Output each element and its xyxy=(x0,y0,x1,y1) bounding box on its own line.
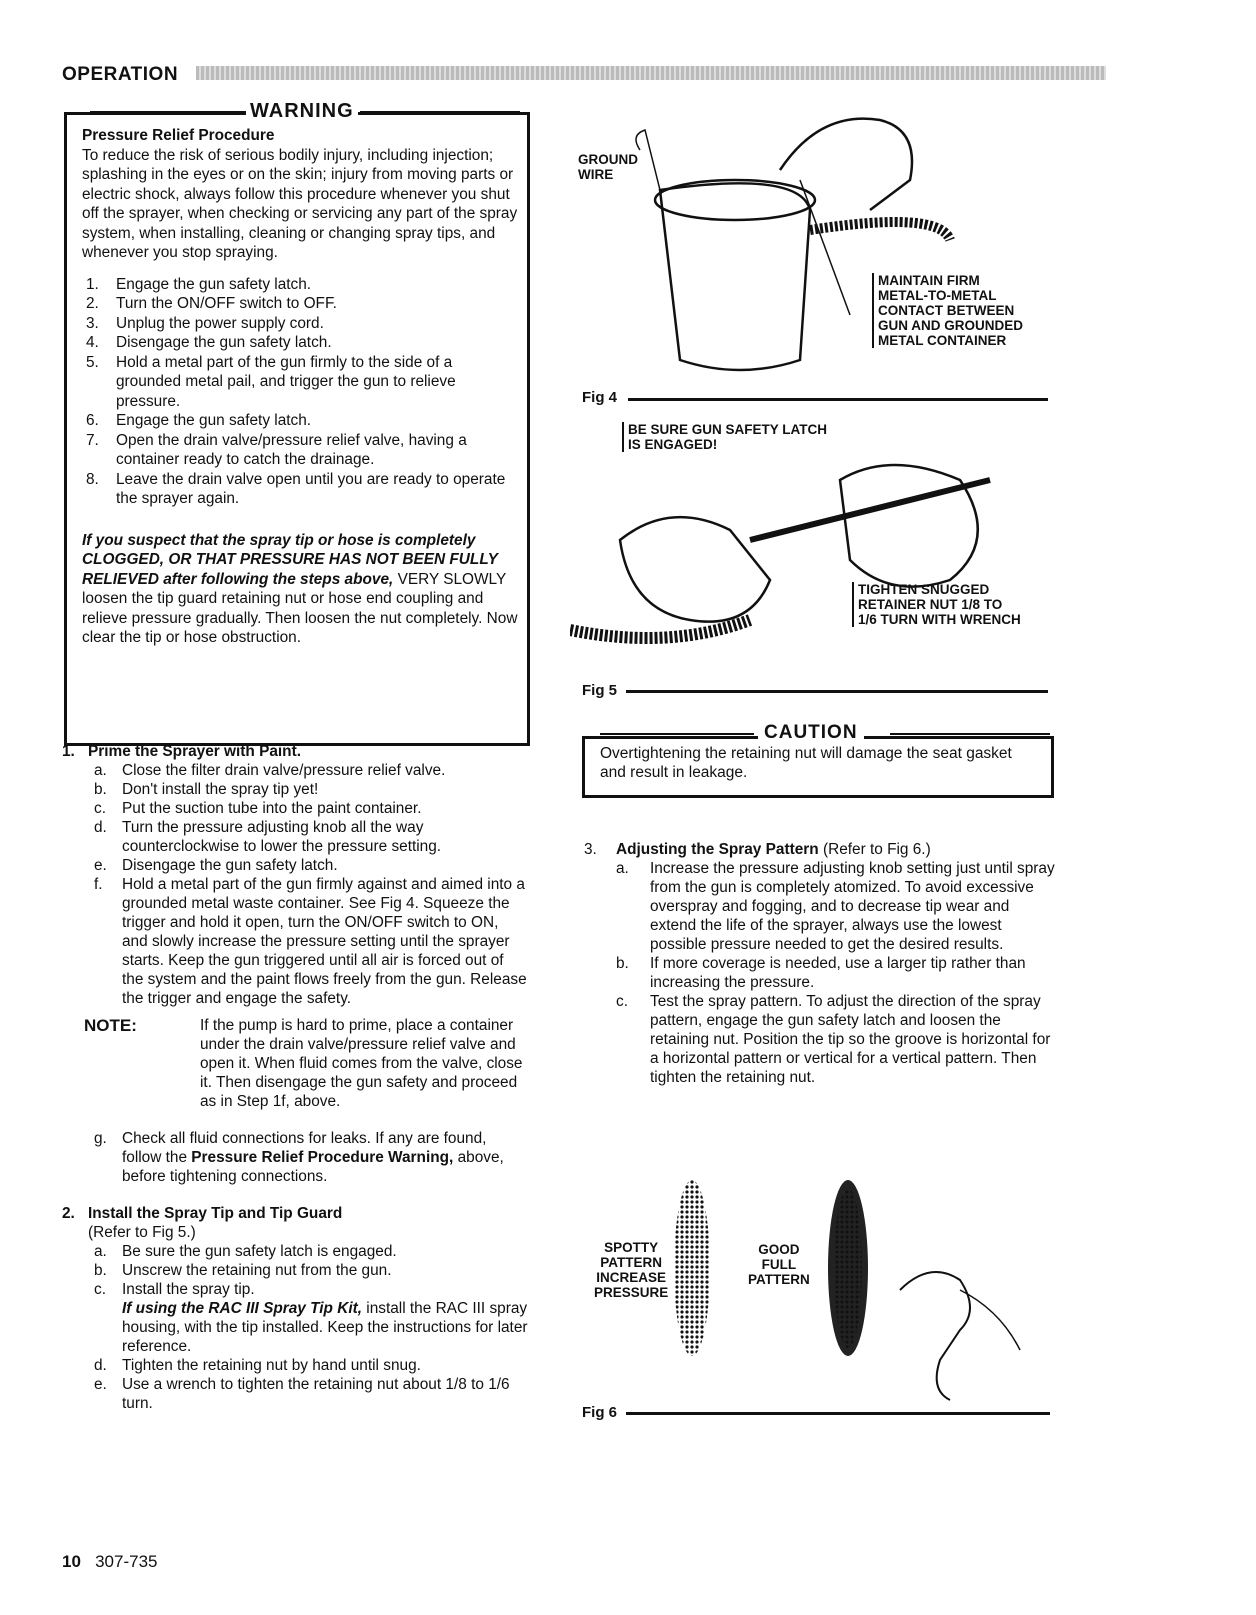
item-letter: a. xyxy=(94,762,107,779)
step-number: 2. xyxy=(62,1205,75,1222)
note-label: NOTE: xyxy=(84,1016,137,1035)
hand-gun xyxy=(900,1272,970,1400)
warning-title-text: WARNING xyxy=(246,100,358,123)
clog-italic: If you suspect that the spray tip or hose is completely CLOGGED, OR THAT PRESSURE HAS NOT BEEN FULLY RELIEVED after following the steps above, xyxy=(82,531,498,588)
clog-instructions xyxy=(82,531,518,648)
item-letter: g. xyxy=(94,1130,107,1147)
good-pattern-texture xyxy=(834,1188,862,1348)
item-text: Install the spray tip. xyxy=(122,1281,255,1298)
step-text: Engage the gun safety latch. xyxy=(116,412,312,429)
fig6-label: Fig 6 xyxy=(582,1404,618,1421)
step-number: 8. xyxy=(86,470,99,488)
warning-step xyxy=(82,333,518,353)
warning-step xyxy=(82,470,518,509)
fig4-ground-label: GROUND WIRE xyxy=(578,152,638,182)
hose xyxy=(570,620,750,638)
step-number: 1. xyxy=(62,743,75,760)
step-ref: (Refer to Fig 6.) xyxy=(818,841,931,858)
page-number: 10 xyxy=(62,1552,81,1571)
caution-title-text: CAUTION xyxy=(758,722,864,744)
item-text: Disengage the gun safety latch. xyxy=(122,857,338,874)
ground-wire xyxy=(636,130,660,190)
metal-pail xyxy=(660,183,810,370)
item-letter: b. xyxy=(94,781,107,798)
warning-title xyxy=(90,100,530,122)
list-item xyxy=(50,780,528,799)
kit-note xyxy=(50,1299,528,1356)
wrench xyxy=(750,480,990,540)
item-text: Put the suction tube into the paint container. xyxy=(122,800,422,817)
step-number: 2. xyxy=(86,295,99,312)
warning-step xyxy=(82,314,518,334)
item-letter: c. xyxy=(94,800,106,817)
list-item xyxy=(50,1129,528,1186)
caution-title xyxy=(600,722,1050,744)
item-text: Use a wrench to tighten the retaining nut about 1/8 to 1/6 turn. xyxy=(122,1376,510,1412)
item-bold: Pressure Relief Procedure Warning, xyxy=(191,1149,454,1166)
fig6-spotty-label: SPOTTY PATTERN INCREASE PRESSURE xyxy=(594,1240,669,1300)
warning-step xyxy=(82,294,518,314)
item-letter: f. xyxy=(94,876,103,893)
list-item xyxy=(50,799,528,818)
footer xyxy=(62,1552,157,1572)
item-letter: c. xyxy=(616,993,628,1010)
section-header: OPERATION xyxy=(62,64,179,85)
fig6-rule xyxy=(626,1412,1050,1415)
list-item xyxy=(572,859,1058,954)
step-number: 3. xyxy=(86,314,99,332)
step2-title xyxy=(50,1204,528,1223)
step3-title xyxy=(572,840,1058,859)
step-number: 4. xyxy=(86,334,99,351)
warning-step xyxy=(82,411,518,431)
item-letter: b. xyxy=(616,955,629,972)
fig6-good-label: GOOD FULL PATTERN xyxy=(748,1242,810,1287)
step-text: Turn the ON/OFF switch to OFF. xyxy=(116,295,337,312)
warning-step xyxy=(82,275,518,295)
fig4-label: Fig 4 xyxy=(582,389,618,406)
item-letter: b. xyxy=(94,1262,107,1279)
header-bar xyxy=(196,66,1106,80)
clog-rest: VERY SLOWLY loosen the tip guard retaining nut or hose end coupling and relieve pressure gradually. Then loosen the nut completely. Now clear the tip or hose obstruction. xyxy=(82,570,518,646)
item-letter: d. xyxy=(94,819,107,836)
fig6-illustration xyxy=(660,1180,1060,1410)
item-text: above, before tightening connections. xyxy=(122,1149,504,1185)
right-column xyxy=(572,840,1058,1087)
list-item xyxy=(50,1356,528,1375)
item-text: Test the spray pattern. To adjust the direction of the spray pattern, engage the gun safety latch and loosen the retaining nut. Position the tip so the groove is horizontal for a horizontal pattern or vertical for a vertical pattern. Then tighten the retaining nut. xyxy=(650,993,1051,1086)
fig5-label: Fig 5 xyxy=(582,682,618,699)
warning-step xyxy=(82,353,518,412)
item-letter: e. xyxy=(94,857,107,874)
list-item xyxy=(50,1280,528,1299)
step-number: 1. xyxy=(86,275,99,293)
item-text: Hold a metal part of the gun firmly against and aimed into a grounded metal waste container. See Fig 4. Squeeze the trigger and hold it open, turn the ON/OFF switch to ON, and slowly increase the pressure setting until the sprayer starts. Keep the gun triggered until all air is forced out of the system and the paint flows freely from the gun. Release the trigger and engage the safety. xyxy=(122,876,527,1007)
fig4-contact-label: MAINTAIN FIRM METAL-TO-METAL CONTACT BETWEEN GUN AND GROUNDED METAL CONTAINER xyxy=(872,273,1023,348)
step-text: Hold a metal part of the gun firmly to the side of a grounded metal pail, and trigger the gun to relieve pressure. xyxy=(116,353,456,410)
note xyxy=(50,1016,528,1111)
step-text: Disengage the gun safety latch. xyxy=(116,334,332,351)
spotty-pattern xyxy=(674,1180,710,1356)
item-letter: e. xyxy=(94,1376,107,1393)
step-number: 6. xyxy=(86,412,99,429)
step-title: Adjusting the Spray Pattern xyxy=(616,841,819,858)
fig5-rule xyxy=(626,690,1048,693)
item-text: Don't install the spray tip yet! xyxy=(122,781,319,798)
left-hand xyxy=(620,517,770,622)
step-number: 5. xyxy=(86,353,99,371)
fig5-illustration xyxy=(570,420,1040,680)
warning-steps xyxy=(82,275,518,509)
step-number: 7. xyxy=(86,431,99,449)
step-text: Engage the gun safety latch. xyxy=(116,275,312,293)
item-letter: a. xyxy=(616,860,629,877)
left-column xyxy=(50,742,528,1413)
kit-text: install the RAC III spray housing, with the tip installed. Keep the instructions for later reference. xyxy=(122,1300,528,1355)
caution-text: Overtightening the retaining nut will damage the seat gasket and result in leakage. xyxy=(600,745,1012,781)
item-text: Turn the pressure adjusting knob all the way counterclockwise to lower the pressure setting. xyxy=(122,819,442,855)
step-text: Leave the drain valve open until you are ready to operate the sprayer again. xyxy=(116,470,506,507)
step-number: 3. xyxy=(584,841,597,858)
item-letter: d. xyxy=(94,1357,107,1374)
item-text: Check all fluid connections for leaks. If any are found, follow the xyxy=(122,1130,487,1166)
warning-content xyxy=(82,126,518,648)
list-item xyxy=(50,875,528,1008)
item-text: If more coverage is needed, use a larger tip rather than increasing the pressure. xyxy=(650,955,1026,991)
doc-number: 307-735 xyxy=(95,1552,158,1571)
fig5-tighten-label: TIGHTEN SNUGGED RETAINER NUT 1/8 TO 1/6 TURN WITH WRENCH xyxy=(852,582,1021,627)
step-ref: (Refer to Fig 5.) xyxy=(88,1224,196,1241)
list-item xyxy=(50,1242,528,1261)
note-text: If the pump is hard to prime, place a container under the drain valve/pressure relief valve and open it. When fluid comes from the valve, close it. Then disengage the gun safety and proceed as in Step 1f, above. xyxy=(200,1017,523,1110)
item-text: Increase the pressure adjusting knob setting just until spray from the gun is completely atomized. To avoid excessive overspray and fogging, and to decrease tip wear and extend the life of the sprayer, always use the lowest possible pressure needed to get the desired results. xyxy=(650,860,1055,953)
item-letter: c. xyxy=(94,1281,106,1298)
warning-heading: Pressure Relief Procedure xyxy=(82,127,275,144)
right-hand xyxy=(840,465,978,587)
item-letter: a. xyxy=(94,1243,107,1260)
step2-ref xyxy=(50,1223,528,1242)
list-item xyxy=(50,761,528,780)
kit-italic: If using the RAC III Spray Tip Kit, xyxy=(122,1300,362,1317)
item-text: Be sure the gun safety latch is engaged. xyxy=(122,1243,397,1260)
step-text: Unplug the power supply cord. xyxy=(116,314,324,332)
item-text: Close the filter drain valve/pressure relief valve. xyxy=(122,762,446,779)
step-title: Install the Spray Tip and Tip Guard xyxy=(88,1205,343,1222)
pail-rim xyxy=(655,180,815,220)
list-item xyxy=(50,856,528,875)
hose xyxy=(810,222,950,240)
item-text: Unscrew the retaining nut from the gun. xyxy=(122,1262,392,1279)
step-title: Prime the Sprayer with Paint. xyxy=(88,743,301,760)
list-item xyxy=(50,818,528,856)
list-item xyxy=(572,992,1058,1087)
warning-step xyxy=(82,431,518,470)
warning-intro: To reduce the risk of serious bodily injury, including injection; splashing in the eyes or on the skin; injury from moving parts or electric shock, always follow this procedure whenever you shut off the sprayer, when checking or servicing any part of the spray system, when installing, cleaning or changing spray tips, and whenever you stop spraying. xyxy=(82,146,518,261)
item-text: Tighten the retaining nut by hand until snug. xyxy=(122,1357,421,1374)
step1-title xyxy=(50,742,528,761)
list-item xyxy=(572,954,1058,992)
list-item xyxy=(50,1375,528,1413)
fig5-latch-label: BE SURE GUN SAFETY LATCH IS ENGAGED! xyxy=(622,422,827,452)
step-text: Open the drain valve/pressure relief valve, having a container ready to catch the drainage. xyxy=(116,431,467,468)
list-item xyxy=(50,1261,528,1280)
fig4-rule xyxy=(628,398,1048,401)
